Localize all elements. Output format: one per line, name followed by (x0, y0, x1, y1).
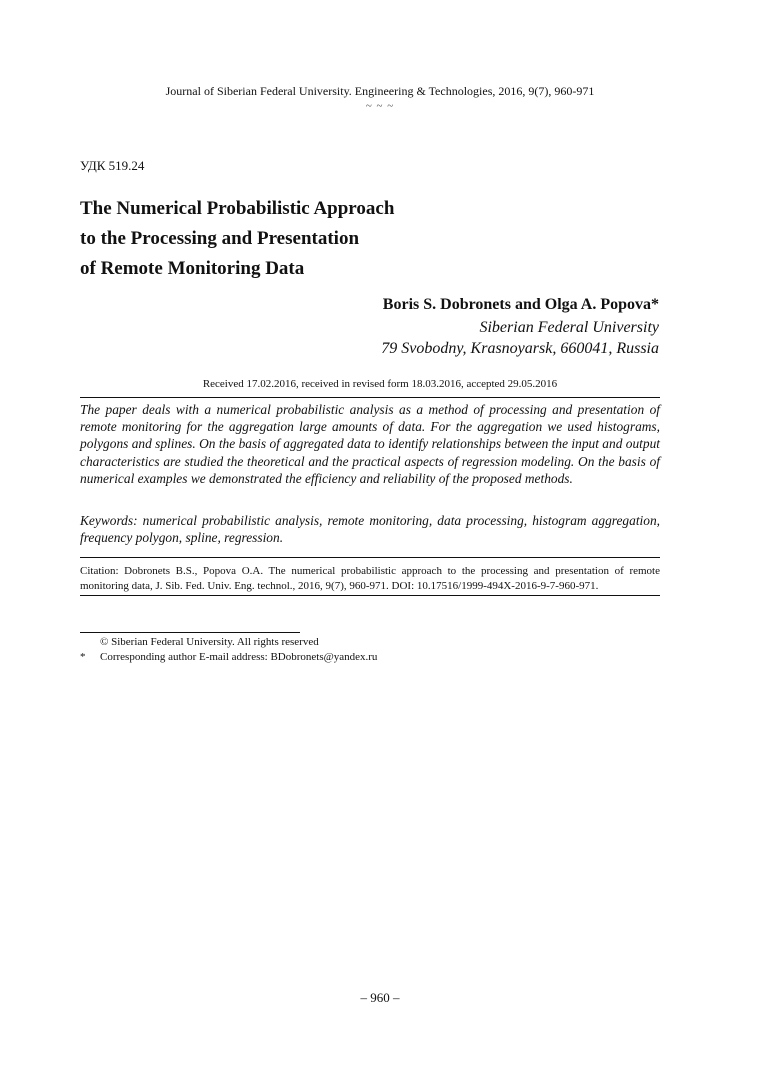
received-dates: Received 17.02.2016, received in revised form 18.03.2016, accepted 29.05.2016 (202, 378, 558, 390)
journal-header: Journal of Siberian Federal University. Engineering & Technologies, 2016, 9(7), 960-971 (165, 84, 595, 98)
authors: Boris S. Dobronets and Olga A. Popova* (382, 296, 659, 313)
affiliation-address: 79 Svobodny, Krasnoyarsk, 660041, Russia (381, 340, 659, 357)
title-line: The Numerical Probabilistic Approach (80, 198, 395, 219)
footnote-copyright: © Siberian Federal University. All rights reserved (100, 636, 319, 648)
footnote-rule (80, 632, 300, 633)
footnote-mark: * (80, 651, 86, 663)
citation-top-rule (80, 557, 660, 558)
citation: Citation: Dobronets B.S., Popova O.A. The numerical probabilistic approach to the processing and presentation of remote monitoring data, J. Sib. Fed. Univ. Eng. technol., 2016, 9(7), 960-971. DOI: 10.17516/1999-494X-2016-9-7-960-971. (80, 565, 660, 592)
keywords: Keywords: numerical probabilistic analysis, remote monitoring, data processing, histogram aggregation, frequency polygon, spline, regression. (80, 513, 660, 546)
title-line: to the Processing and Presentation (80, 228, 360, 249)
abstract-top-rule (80, 397, 660, 398)
paper-title (80, 194, 500, 284)
citation-bottom-rule (80, 595, 660, 596)
header-separator: ~ ~ ~ (365, 100, 395, 112)
abstract: The paper deals with a numerical probabilistic analysis as a method of processing and presentation of remote monitoring for the aggregation large amounts of data. For the aggregation we used histograms, polygons and splines. On the basis of aggregated data to identify relationships between the input and output characteristics are studied the theoretical and the practical aspects of regression modeling. On the basis of numerical examples we demonstrated the efficiency and reliability of the proposed methods. (80, 402, 660, 486)
footnote-corresponding-text: Corresponding author E-mail address: BDobronets@yandex.ru (100, 651, 378, 663)
affiliation (381, 317, 659, 359)
udk-code: УДК 519.24 (80, 158, 145, 173)
footnote-corresponding (80, 651, 377, 663)
title-line: of Remote Monitoring Data (80, 258, 305, 279)
page-number: – 960 – (360, 990, 400, 1005)
affiliation-university: Siberian Federal University (479, 319, 659, 336)
